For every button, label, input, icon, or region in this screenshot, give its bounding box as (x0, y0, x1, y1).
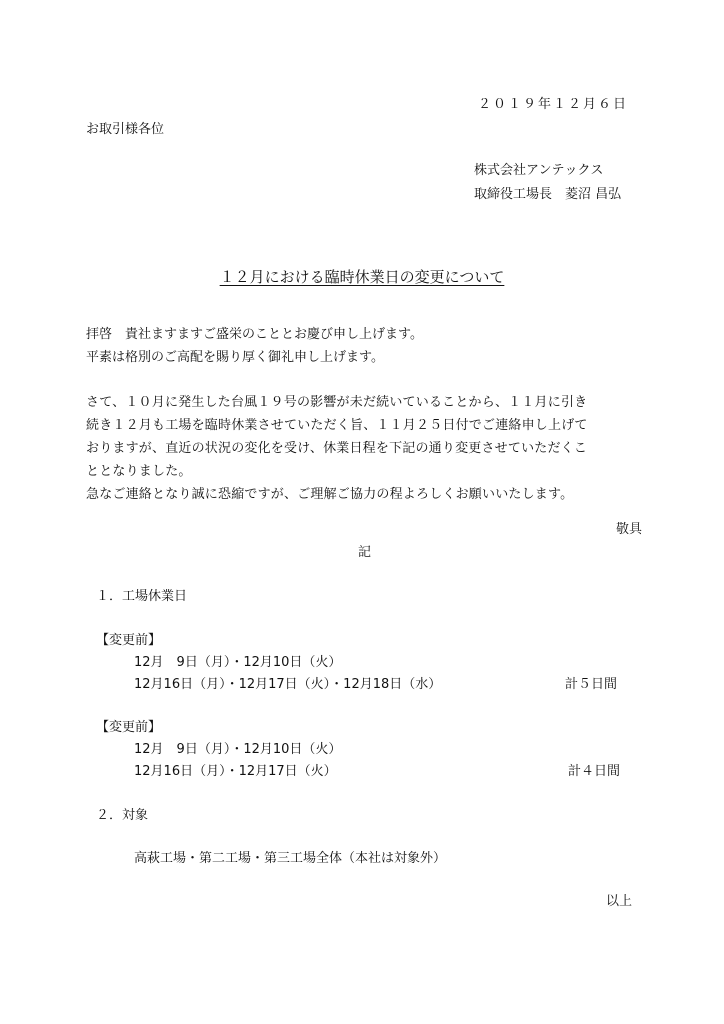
closure-date-row: 12月 9日（月）・12月10日（火） (134, 655, 342, 670)
after-total: 計４日間 (568, 764, 621, 779)
greeting-line: 拝啓 貴社ますますご盛栄のこととお慶び申し上げます。 (86, 327, 423, 342)
closing-ijo: 以上 (605, 894, 632, 909)
main-line: 続き１２月も工場を臨時休業させていただく旨、１１月２５日付でご連絡申し上げて (86, 418, 588, 433)
ki-marker: 記 (358, 545, 372, 560)
closure-date-row: 12月16日（月）・12月17日（火）・12月18日（水） (134, 677, 442, 692)
main-line: 急なご連絡となり誠に恐縮ですが、ご理解ご協力の程よろしくお願いいたします。 (86, 487, 574, 502)
greeting-paragraph (86, 323, 646, 369)
main-line: さて、１０月に発生した台風１９号の影響が未だ続いていることから、１１月に引き (86, 395, 588, 410)
document-title (0, 268, 724, 286)
closure-date-row: 12月16日（月）・12月17日（火） (134, 764, 337, 779)
before-total: 計５日間 (565, 677, 618, 692)
sender-company: 株式会社アンテックス (474, 163, 604, 178)
document-title-text: １２月における臨時休業日の変更について (219, 268, 505, 286)
main-paragraph (86, 391, 646, 506)
after-change-label: 【変更前】 (96, 720, 162, 735)
before-change-label: 【変更前】 (96, 633, 162, 648)
section2-heading: ２．対象 (96, 808, 149, 823)
greeting-line: 平素は格別のご高配を賜り厚く御礼申し上げます。 (86, 350, 384, 365)
sender-representative: 取締役工場長 菱沼 昌弘 (474, 187, 622, 202)
recipient: お取引様各位 (86, 122, 165, 137)
target-facilities: 高萩工場・第二工場・第三工場全体（本社は対象外） (134, 851, 447, 866)
closing-keigu: 敬具 (615, 522, 642, 537)
main-line: ととなりました。 (86, 464, 192, 479)
section1-heading: １．工場休業日 (96, 589, 188, 604)
document-date: ２０１９年１２月６日 (477, 97, 628, 112)
main-line: おりますが、直近の状況の変化を受け、休業日程を下記の通り変更させていただくこ (86, 441, 588, 456)
closure-date-row: 12月 9日（月）・12月10日（火） (134, 742, 342, 757)
